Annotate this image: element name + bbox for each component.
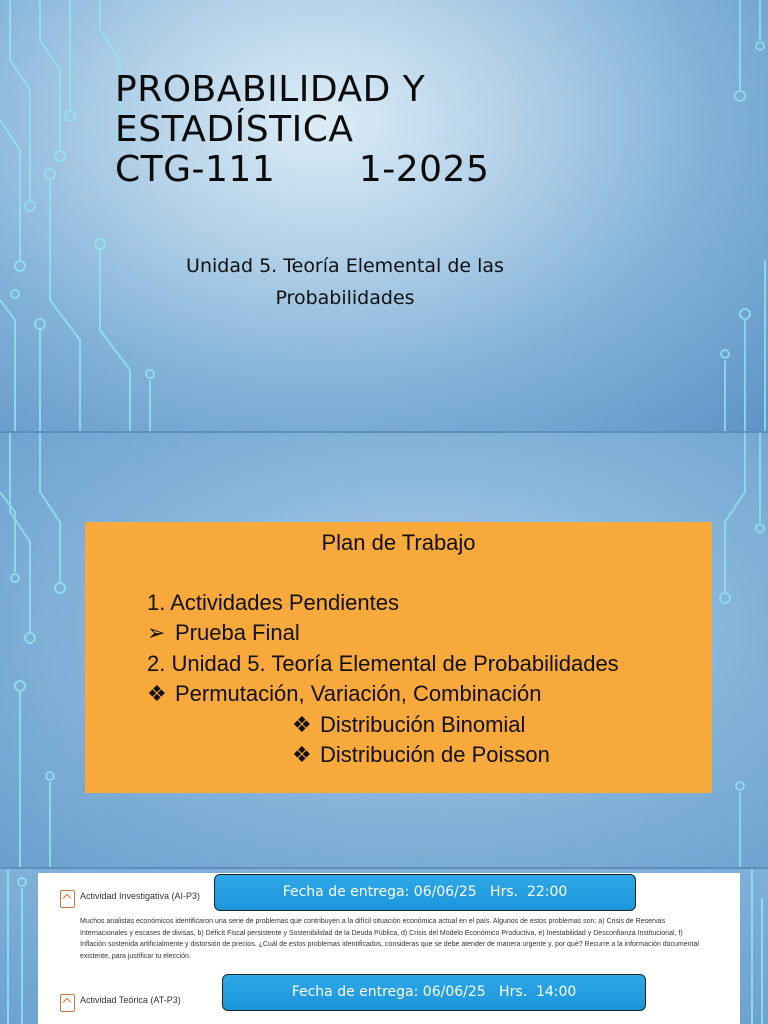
plan-item-text: Permutación, Variación, Combinación (175, 681, 542, 706)
circuit-decoration-left (0, 0, 768, 432)
plan-item (147, 590, 399, 616)
plan-item-text: 2. Unidad 5. Teoría Elemental de Probabilidades (147, 651, 619, 676)
presentation-title (115, 70, 489, 190)
due-date-badge: Fecha de entrega: 06/06/25 Hrs. 22:00 (214, 874, 636, 911)
arrowhead-bullet-icon: ➢ (147, 620, 166, 645)
diamond-bullet-icon: ❖ (292, 712, 312, 737)
title-line: PROBABILIDAD Y (115, 69, 426, 110)
diamond-bullet-icon: ❖ (292, 742, 312, 767)
title-slide (0, 0, 768, 432)
plan-item-text: 1. Actividades Pendientes (147, 590, 399, 615)
plan-item-text: Prueba Final (175, 620, 300, 645)
plan-item (292, 742, 550, 768)
slide-divider (0, 867, 768, 869)
activity2-title: Actividad Teórica (AT-P3) (80, 995, 181, 1005)
slide-divider (0, 431, 768, 433)
due-date-badge: Fecha de entrega: 06/06/25 Hrs. 14:00 (222, 974, 646, 1011)
plan-item (147, 651, 619, 677)
plan-title: Plan de Trabajo (321, 530, 476, 555)
title-line: ESTADÍSTICA (115, 109, 354, 150)
upload-file-icon (60, 890, 75, 908)
activity1-description: Muchos analistas económicos identificaron una serie de problemas que contribuyen a la difícil situación económica actual en el país. Algunos de estos problemas son: a) Crisis de Reservas Internacionales y escases de divisas, b) Déficit Fiscal persistente y Sostenibilidad de la Deuda Pública, d) Crisis del Modelo Económico Productiva, e) Inestabilidad y Desconfianza Institucional, f) Inflación sostenida artificialmente y distorsión de precios. ¿Cuál de estos problemas identificados, consideras que se debe atender de manera urgente y, por qué? Recurre a la información documental existente, para justificar tu elección. (80, 918, 699, 960)
plan-item (147, 681, 541, 707)
plan-item (292, 712, 525, 738)
plan-item (147, 620, 300, 646)
upload-file-icon (60, 994, 75, 1012)
work-plan-slide (0, 432, 768, 868)
activity1-title: Actividad Investigativa (AI-P3) (80, 891, 201, 901)
plan-item-text: Distribución Binomial (320, 712, 526, 737)
unit-subtitle: Unidad 5. Teoría Elemental de las Probabilidades (186, 255, 504, 309)
diamond-bullet-icon: ❖ (147, 681, 167, 706)
plan-item-text: Distribución de Poisson (320, 742, 550, 767)
work-plan-box (85, 522, 712, 793)
title-line: CTG-111 1-2025 (115, 149, 490, 190)
activities-slide (0, 868, 768, 1024)
